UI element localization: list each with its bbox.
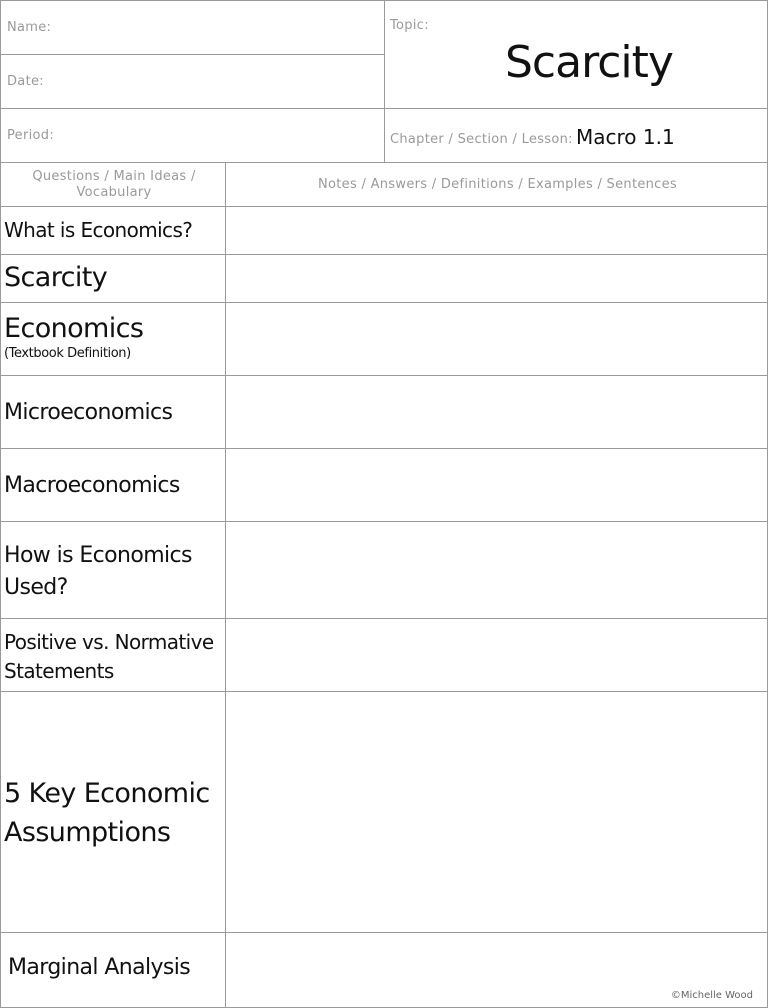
name-label: Name:	[7, 20, 52, 35]
lesson-label: Chapter / Section / Lesson:	[390, 132, 573, 147]
term-text	[4, 312, 143, 362]
term-text: 5 Key Economic Assumptions	[4, 778, 210, 848]
notes-cell[interactable]	[225, 206, 768, 255]
notes-cell[interactable]	[225, 254, 768, 303]
date-label: Date:	[7, 74, 44, 89]
term-text: Macroeconomics	[4, 473, 180, 498]
term-text: Microeconomics	[4, 400, 173, 425]
term-text: Scarcity	[4, 262, 108, 293]
notes-cell[interactable]	[225, 302, 768, 376]
notes-cell[interactable]	[225, 448, 768, 522]
notes-cell[interactable]	[225, 618, 768, 692]
notes-cell[interactable]	[225, 521, 768, 619]
term-cell	[0, 375, 226, 449]
period-label: Period:	[7, 128, 55, 143]
right-column-header	[225, 162, 768, 207]
copyright-text: ©Michelle Wood	[670, 990, 753, 1001]
term-cell	[0, 302, 226, 376]
term-main: Economics	[4, 313, 144, 344]
topic-title: Scarcity	[505, 37, 673, 88]
term-text: What is Economics?	[4, 218, 193, 242]
term-text: How is Economics Used?	[4, 543, 192, 600]
term-text: Positive vs. Normative Statements	[4, 630, 214, 683]
name-field[interactable]	[0, 0, 385, 55]
right-column-header-text: Notes / Answers / Definitions / Examples / Sentences	[317, 177, 677, 192]
period-field[interactable]	[0, 108, 385, 163]
term-text: Marginal Analysis	[8, 955, 191, 980]
term-sub: (Textbook Definition)	[4, 345, 131, 361]
date-field[interactable]	[0, 54, 385, 109]
term-cell	[0, 691, 226, 933]
term-cell	[0, 448, 226, 522]
notes-cell[interactable]	[225, 932, 768, 1008]
term-cell	[0, 521, 226, 619]
notes-cell[interactable]	[225, 691, 768, 933]
topic-box	[384, 0, 768, 109]
left-column-header-text: Questions / Main Ideas / Vocabulary	[32, 169, 196, 200]
term-cell	[0, 206, 226, 255]
lesson-value: Macro 1.1	[576, 125, 675, 149]
term-cell	[0, 618, 226, 692]
topic-label: Topic:	[390, 18, 429, 33]
notes-cell[interactable]	[225, 375, 768, 449]
left-column-header	[0, 162, 226, 207]
term-cell	[0, 932, 226, 1008]
term-cell	[0, 254, 226, 303]
lesson-box	[384, 108, 768, 163]
